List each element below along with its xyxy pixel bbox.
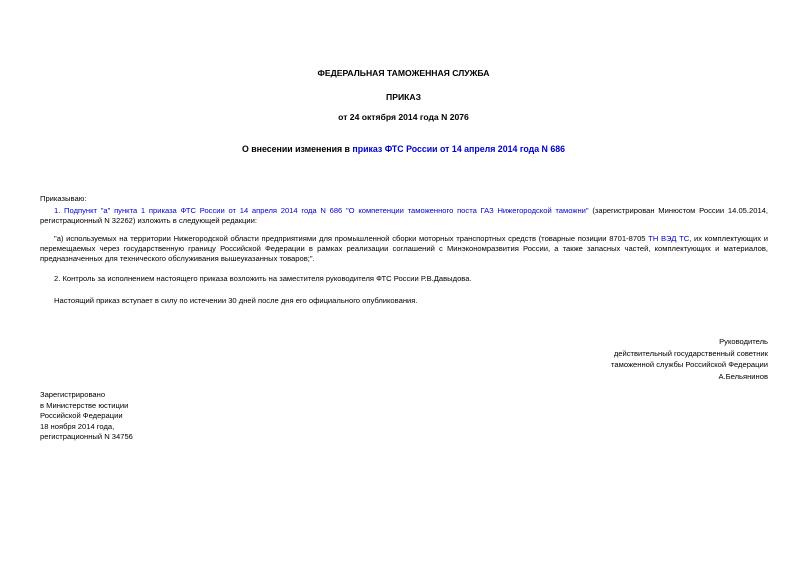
item-3-paragraph: Настоящий приказ вступает в силу по истечении 30 дней после дня его официального опубликования. [54,296,418,305]
item-1-paragraph [40,206,768,226]
quoted-new-text [40,234,768,264]
registration-line-2: в Министерстве юстиции [40,400,129,410]
tn-ved-link[interactable]: ТН ВЭД ТС [648,234,690,243]
amended-order-link[interactable]: приказ ФТС России от 14 апреля 2014 года N 686 [352,144,566,154]
quote-text-part-1: "а) используемых на территории Нижегородской области предприятиями для промышленной сборки моторных транспортных средств (товарные позиции 8701-8705 [54,234,649,243]
registration-line-3: Российской Федерации [40,411,123,420]
signature-block [611,336,768,382]
document-title [0,144,807,154]
registration-block [40,390,133,443]
item-1-text: (зарегистрирован Минюстом России 14.05.2014, регистрационный N 32262) изложить в следующей редакции: [40,206,769,225]
signature-service: таможенной службы Российской Федерации [610,360,768,369]
agency-name: ФЕДЕРАЛЬНАЯ ТАМОЖЕННАЯ СЛУЖБА [317,68,490,78]
registration-date: 18 ноября 2014 года, [40,421,115,431]
registration-number: регистрационный N 34756 [40,432,133,441]
quote-text-part-2: , их комплектующих и перемещаемых через государственную границу Российской Федерации в рамках реализации соглашений с Минэкономразвития России, а также запасных частей, комплектующих и материалов, предназначенных для технического обслуживания вышеуказанных товаров;". [40,234,768,263]
signature-rank: действительный государственный советник [613,348,768,358]
item-2-paragraph: 2. Контроль за исполнением настоящего приказа возложить на заместителя руководителя ФТС России Р.В.Давыдова. [54,274,472,283]
order-word: Приказываю: [40,194,87,203]
document-type: ПРИКАЗ [386,92,421,102]
title-prefix: О внесении изменения в [241,144,353,154]
registration-line-1: Зарегистрировано [40,390,106,399]
signatory-name: А.Бельянинов [718,371,768,381]
item-1-link[interactable]: 1. Подпункт "а" пункта 1 приказа ФТС России от 14 апреля 2014 года N 686 "О компетенции таможенного поста ГАЗ Нижегородской таможни" [54,206,589,215]
document-date-number: от 24 октября 2014 года N 2076 [338,112,469,122]
signature-position: Руководитель [719,337,768,346]
